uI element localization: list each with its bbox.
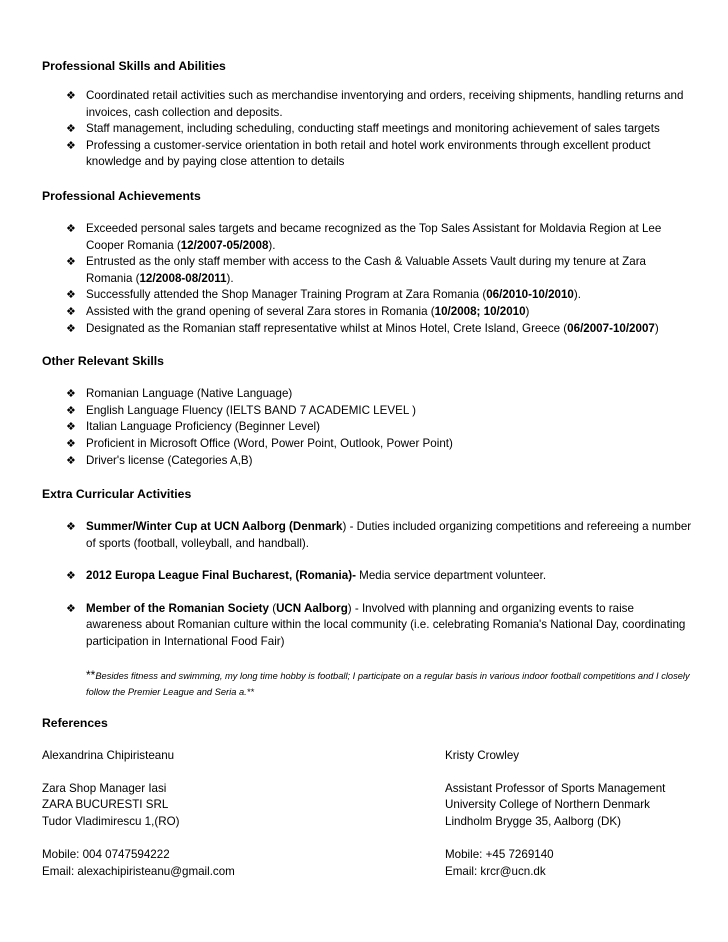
diamond-bullet-icon: ❖ (66, 123, 76, 136)
diamond-bullet-icon: ❖ (66, 305, 76, 318)
diamond-bullet-icon: ❖ (66, 139, 76, 152)
other-skills-section (42, 353, 692, 469)
professional-achievements-section (42, 188, 692, 337)
list-item: ❖ Staff management, including scheduling, conducting staff meetings and monitoring achievement of sales targets (42, 121, 692, 138)
diamond-bullet-icon: ❖ (66, 521, 76, 534)
diamond-bullet-icon: ❖ (66, 289, 76, 302)
list-item: ❖ Exceeded personal sales targets and became recognized as the Top Sales Assistant for Moldavia Region at Lee Cooper Romania (12/2007-05/2008). (66, 221, 662, 252)
section-heading: Other Relevant Skills (42, 354, 164, 369)
reference-email: Email: krcr@ucn.dk (445, 864, 546, 878)
diamond-bullet-icon: ❖ (66, 222, 76, 235)
reference-left (42, 748, 235, 881)
list-item: ❖ Successfully attended the Shop Manager Training Program at Zara Romania (06/2010-10/2010). (42, 287, 692, 304)
resume-page (42, 58, 692, 888)
list-item: ❖ Italian Language Proficiency (Beginner Level) (42, 419, 692, 436)
list-item: ❖ Coordinated retail activities such as merchandise inventorying and orders, receiving shipments, handling returns and invoices, cash collection and deposits. (66, 89, 684, 119)
diamond-bullet-icon: ❖ (66, 437, 76, 450)
reference-address: Tudor Vladimirescu 1,(RO) (42, 815, 180, 829)
diamond-bullet-icon: ❖ (66, 256, 76, 269)
diamond-bullet-icon: ❖ (66, 602, 76, 615)
list-item: ❖ Proficient in Microsoft Office (Word, Power Point, Outlook, Power Point) (42, 436, 692, 453)
section-heading: Professional Achievements (42, 188, 201, 203)
reference-title: Zara Shop Manager Iasi (42, 781, 167, 795)
list-item: ❖ Entrusted as the only staff member with access to the Cash & Valuable Assets Vault during my tenure at Zara Romania (12/2008-08/2011). (66, 255, 647, 285)
section-heading: Extra Curricular Activities (42, 487, 192, 502)
list-item: ❖ English Language Fluency (IELTS BAND 7 ACADEMIC LEVEL ) (42, 403, 692, 420)
list-item: ❖ Driver's license (Categories A,B) (42, 453, 692, 470)
reference-title: Assistant Professor of Sports Management (445, 781, 666, 795)
list-item: ❖ Summer/Winter Cup at UCN Aalborg (Denmark) - Duties included organizing competitions and refereeing a number of sports (football, volleyball, and handball). (66, 520, 692, 550)
diamond-bullet-icon: ❖ (66, 404, 76, 417)
hobby-note: **Besides fitness and swimming, my long time hobby is football; I participate on a regular basis in various indoor football competitions and I closely follow the Premier League and Seria a.** (86, 667, 690, 698)
list-item: ❖ Professing a customer-service orientation in both retail and hotel work environments through excellent product knowledge and by paying close attention to details (66, 138, 651, 169)
reference-org: ZARA BUCURESTI SRL (42, 798, 169, 812)
diamond-bullet-icon: ❖ (66, 570, 76, 583)
list-item: ❖ Member of the Romanian Society (UCN Aalborg) - Involved with planning and organizing events to raise awareness about Romanian culture within the local community (i.e. celebrating Romania's National Day, coordinating participation in International Food Fair) (66, 601, 686, 649)
professional-skills-section (42, 58, 692, 171)
reference-mobile: Mobile: 004 0747594222 (42, 848, 170, 862)
diamond-bullet-icon: ❖ (66, 322, 76, 335)
section-heading: Professional Skills and Abilities (42, 59, 226, 73)
diamond-bullet-icon: ❖ (66, 454, 76, 467)
references-section (42, 715, 692, 888)
diamond-bullet-icon: ❖ (66, 90, 76, 102)
reference-name: Alexandrina Chipiristeanu (42, 748, 175, 762)
reference-mobile: Mobile: +45 7269140 (445, 848, 554, 862)
list-item: ❖ 2012 Europa League Final Bucharest, (Romania)- Media service department volunteer. (42, 568, 692, 585)
section-heading: References (42, 715, 108, 730)
diamond-bullet-icon: ❖ (66, 421, 76, 434)
reference-email: Email: alexachipiristeanu@gmail.com (42, 864, 235, 878)
diamond-bullet-icon: ❖ (66, 388, 76, 401)
reference-name: Kristy Crowley (445, 748, 520, 762)
reference-org: University College of Northern Denmark (445, 798, 650, 812)
reference-address: Lindholm Brygge 35, Aalborg (DK) (445, 815, 621, 829)
list-item: ❖ Assisted with the grand opening of several Zara stores in Romania (10/2008; 10/2010) (42, 304, 692, 321)
list-item: ❖ Designated as the Romanian staff representative whilst at Minos Hotel, Crete Island, Greece (06/2007-10/2007) (42, 321, 692, 338)
reference-right (445, 748, 665, 881)
list-item: ❖ Romanian Language (Native Language) (42, 386, 692, 403)
extra-curricular-section (42, 486, 692, 701)
